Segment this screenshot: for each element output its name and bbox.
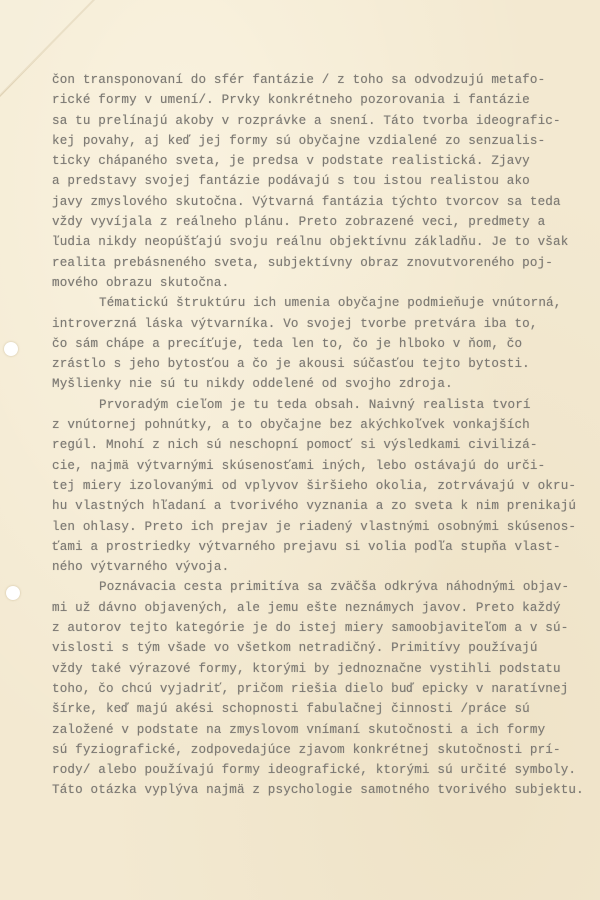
text-line: Táto otázka vyplýva najmä z psychologie samotného tvorivého subjektu.: [52, 783, 584, 798]
text-line: len ohlasy. Preto ich prejav je riadený vlastnými osobnými skúsenos-: [52, 519, 577, 534]
text-line: sa tu prelínajú akoby v rozprávke a snení. Táto tvorba ideografic-: [52, 113, 561, 128]
text-line: ťami a prostriedky výtvarného prejavu si volia podľa stupňa vlast-: [52, 539, 561, 554]
text-line: šírke, keď majú akési schopnosti fabulačnej činnosti /práce sú: [52, 702, 530, 717]
text-line: ľudia nikdy neopúšťajú svoju reálnu objektívnu základňu. Je to však: [52, 235, 569, 250]
text-line: zrástlo s jeho bytosťou a čo je akousi súčasťou tejto bytosti.: [52, 357, 530, 372]
text-line: založené v podstate na zmyslovom vnímaní skutočnosti a ich formy: [52, 722, 546, 737]
text-line: čo sám chápe a precíťuje, teda len to, čo je hlboko v ňom, čo: [52, 336, 523, 351]
text-line: Myšlienky nie sú tu nikdy oddelené od svojho zdroja.: [52, 377, 453, 392]
text-line: vždy také výrazové formy, ktorými by jednoznačne vystihli podstatu: [52, 661, 561, 676]
text-line: vždy vyvíjala z reálneho plánu. Preto zobrazené veci, predmety a: [52, 215, 546, 230]
paragraph-2: [52, 293, 600, 394]
text-line: cie, najmä výtvarnými skúsenosťami iných, lebo ostávajú do urči-: [52, 458, 546, 473]
punch-hole-bottom: [6, 586, 20, 600]
text-line: realita prebásneného sveta, subjektívny obraz znovutvoreného poj-: [52, 255, 553, 270]
text-line: rody/ alebo používajú formy ideografické, ktorými sú určité symboly.: [52, 763, 577, 778]
text-line: ticky chápaného sveta, je predsa v podstate realistická. Zjavy: [52, 154, 530, 169]
punch-hole-top: [4, 342, 18, 356]
text-line: Poznávacia cesta primitíva sa zväčša odkrýva náhodnými objav-: [99, 580, 570, 595]
text-line: ného výtvarného vývoja.: [52, 560, 230, 575]
text-line: introverzná láska výtvarníka. Vo svojej tvorbe pretvára iba to,: [52, 316, 538, 331]
text-line: vislosti s tým všade vo všetkom netradičný. Primitívy používajú: [52, 641, 538, 656]
text-line: sú fyziografické, zodpovedajúce zjavom konkrétnej skutočnosti prí-: [52, 742, 561, 757]
text-line: mového obrazu skutočna.: [52, 275, 230, 290]
text-line: mi už dávno objavených, ale jemu ešte neznámych javov. Preto každý: [52, 600, 561, 615]
typewritten-text: [52, 70, 600, 801]
text-line: Prvoradým cieľom je tu teda obsah. Naivný realista tvorí: [99, 397, 531, 412]
text-line: a predstavy svojej fantázie podávajú s tou istou realistou ako: [52, 174, 530, 189]
paragraph-3: [52, 395, 600, 578]
text-line: rické formy v umení/. Prvky konkrétneho pozorovania i fantázie: [52, 93, 530, 108]
text-line: Tématickú štruktúru ich umenia obyčajne podmieňuje vnútorná,: [99, 296, 562, 311]
text-line: kej povahy, aj keď jej formy sú obyčajne vzdialené zo senzualis-: [52, 133, 546, 148]
text-line: toho, čo chcú vyjadriť, pričom riešia dielo buď epicky v naratívnej: [52, 681, 569, 696]
text-line: javy zmyslového skutočna. Výtvarná fantázia týchto tvorcov sa teda: [52, 194, 561, 209]
text-line: hu vlastných hľadaní a tvorivého vyznania a zo sveta k nim prenikajú: [52, 499, 577, 514]
text-line: z vnútornej pohnútky, a to obyčajne bez akýchkoľvek vonkajších: [52, 418, 530, 433]
paragraph-1: [52, 70, 600, 293]
text-line: regúl. Mnohí z nich sú neschopní pomocť si výsledkami civilizá-: [52, 438, 538, 453]
text-line: tej miery izolovanými od vplyvov širšieho okolia, zotrvávajú v okru-: [52, 478, 577, 493]
text-line: čon transponovaní do sfér fantázie / z toho sa odvodzujú metafo-: [52, 73, 546, 87]
paragraph-4: [52, 577, 600, 800]
text-line: z autorov tejto kategórie je do istej miery samoobjaviteľom a v sú-: [52, 621, 569, 636]
